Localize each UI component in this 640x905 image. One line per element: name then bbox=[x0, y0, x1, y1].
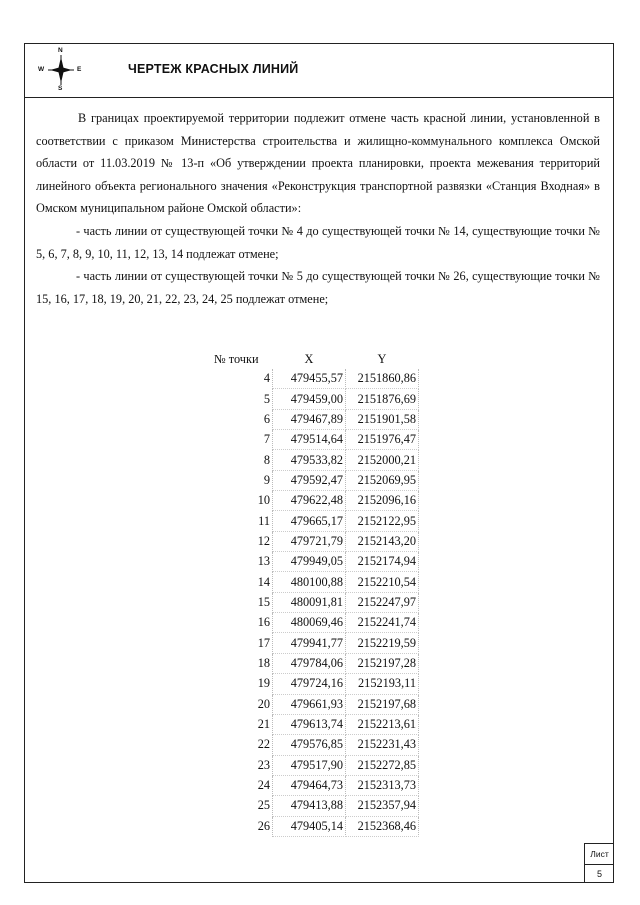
x-cell: 479413,88 bbox=[273, 796, 346, 816]
header-point-number: № точки bbox=[213, 352, 259, 366]
paragraph-item-1: - часть линии от существующей точки № 4 до существующей точки № 14, существующие точки № 5, 6, 7, 8, 9, 10, 11, 12, 13, 14 подлежат отмене; bbox=[36, 223, 600, 261]
point-number-cell: 7 bbox=[200, 430, 273, 450]
x-cell: 480100,88 bbox=[273, 572, 346, 592]
table-row bbox=[200, 633, 419, 653]
point-number-cell: 8 bbox=[200, 450, 273, 470]
point-number-cell: 4 bbox=[200, 369, 273, 389]
x-cell: 479455,57 bbox=[273, 369, 346, 389]
point-number-cell: 24 bbox=[200, 775, 273, 795]
y-cell: 2152219,59 bbox=[346, 633, 419, 653]
table-row bbox=[200, 389, 419, 409]
x-cell: 479949,05 bbox=[273, 552, 346, 572]
x-cell: 479592,47 bbox=[273, 470, 346, 490]
y-cell: 2152143,20 bbox=[346, 531, 419, 551]
table-body bbox=[200, 369, 419, 836]
y-cell: 2152213,61 bbox=[346, 714, 419, 734]
x-cell: 479467,89 bbox=[273, 409, 346, 429]
x-cell: 480069,46 bbox=[273, 613, 346, 633]
point-number-cell: 12 bbox=[200, 531, 273, 551]
table-row bbox=[200, 796, 419, 816]
y-cell: 2152069,95 bbox=[346, 470, 419, 490]
paragraph-item-2: - часть линии от существующей точки № 5 до существующей точки № 26, существующие точки № 15, 16, 17, 18, 19, 20, 21, 22, 23, 24, 25 подлежат отмене; bbox=[36, 269, 600, 306]
point-number-cell: 15 bbox=[200, 592, 273, 612]
point-number-cell: 11 bbox=[200, 511, 273, 531]
x-cell: 479622,48 bbox=[273, 491, 346, 511]
y-cell: 2152174,94 bbox=[346, 552, 419, 572]
y-cell: 2151901,58 bbox=[346, 409, 419, 429]
point-number-cell: 25 bbox=[200, 796, 273, 816]
point-number-cell: 5 bbox=[200, 389, 273, 409]
y-cell: 2152247,97 bbox=[346, 592, 419, 612]
point-number-cell: 23 bbox=[200, 755, 273, 775]
point-number-cell: 14 bbox=[200, 572, 273, 592]
table-row bbox=[200, 653, 419, 673]
y-cell: 2152368,46 bbox=[346, 816, 419, 836]
table-row bbox=[200, 572, 419, 592]
point-number-cell: 13 bbox=[200, 552, 273, 572]
y-cell: 2152000,21 bbox=[346, 450, 419, 470]
table-row bbox=[200, 450, 419, 470]
header-x: X bbox=[304, 352, 314, 366]
y-cell: 2152231,43 bbox=[346, 735, 419, 755]
table-header-row bbox=[200, 350, 419, 369]
point-number-cell: 17 bbox=[200, 633, 273, 653]
y-cell: 2152313,73 bbox=[346, 775, 419, 795]
compass-north-label: N bbox=[58, 47, 63, 54]
points-table bbox=[200, 350, 419, 837]
y-cell: 2152122,95 bbox=[346, 511, 419, 531]
table-row bbox=[200, 531, 419, 551]
x-cell: 479459,00 bbox=[273, 389, 346, 409]
point-number-cell: 19 bbox=[200, 674, 273, 694]
table-row bbox=[200, 430, 419, 450]
x-cell: 479665,17 bbox=[273, 511, 346, 531]
table-row bbox=[200, 470, 419, 490]
table-row bbox=[200, 409, 419, 429]
y-cell: 2152272,85 bbox=[346, 755, 419, 775]
table-row bbox=[200, 694, 419, 714]
table-row bbox=[200, 775, 419, 795]
y-cell: 2152210,54 bbox=[346, 572, 419, 592]
x-cell: 479941,77 bbox=[273, 633, 346, 653]
point-number-cell: 18 bbox=[200, 653, 273, 673]
y-cell: 2151976,47 bbox=[346, 430, 419, 450]
x-cell: 479784,06 bbox=[273, 653, 346, 673]
x-cell: 479514,64 bbox=[273, 430, 346, 450]
x-cell: 479533,82 bbox=[273, 450, 346, 470]
table-row bbox=[200, 613, 419, 633]
point-number-cell: 9 bbox=[200, 470, 273, 490]
y-cell: 2152193,11 bbox=[346, 674, 419, 694]
point-number-cell: 26 bbox=[200, 816, 273, 836]
y-cell: 2152357,94 bbox=[346, 796, 419, 816]
table-row bbox=[200, 511, 419, 531]
table-row bbox=[200, 491, 419, 511]
x-cell: 479721,79 bbox=[273, 531, 346, 551]
x-cell: 479661,93 bbox=[273, 694, 346, 714]
point-number-cell: 6 bbox=[200, 409, 273, 429]
point-number-cell: 21 bbox=[200, 714, 273, 734]
sheet-label: Лист bbox=[585, 844, 614, 865]
table-row bbox=[200, 674, 419, 694]
y-cell: 2152241,74 bbox=[346, 613, 419, 633]
x-cell: 480091,81 bbox=[273, 592, 346, 612]
table-row bbox=[200, 816, 419, 836]
x-cell: 479405,14 bbox=[273, 816, 346, 836]
sheet-number: 5 bbox=[596, 869, 602, 879]
point-number-cell: 10 bbox=[200, 491, 273, 511]
page-title: ЧЕРТЕЖ КРАСНЫХ ЛИНИЙ bbox=[128, 62, 299, 76]
y-cell: 2152197,68 bbox=[346, 694, 419, 714]
header-block bbox=[24, 43, 614, 98]
point-number-cell: 16 bbox=[200, 613, 273, 633]
point-number-cell: 20 bbox=[200, 694, 273, 714]
x-cell: 479517,90 bbox=[273, 755, 346, 775]
table-row bbox=[200, 735, 419, 755]
compass-east-label: E bbox=[77, 66, 82, 73]
x-cell: 479464,73 bbox=[273, 775, 346, 795]
y-cell: 2151860,86 bbox=[346, 369, 419, 389]
table-row bbox=[200, 755, 419, 775]
paragraph-intro: В границах проектируемой территории подлежит отмене часть красной линии, установленной в соответствии с приказом Министерства строительства и жилищно-коммунального комплекса Омской области от 11.03.2019 № 13-п «Об утверждении проекта планировки, проекта межевания территорий линейного объекта регионального значения «Реконструкция транспортной развязки «Станция Входная» в Омском муниципальном районе Омской области»: bbox=[36, 111, 600, 216]
header-y: Y bbox=[377, 352, 387, 366]
y-cell: 2152096,16 bbox=[346, 491, 419, 511]
table-row bbox=[200, 592, 419, 612]
table-row bbox=[200, 552, 419, 572]
y-cell: 2151876,69 bbox=[346, 389, 419, 409]
sheet-box bbox=[584, 843, 614, 883]
point-number-cell: 22 bbox=[200, 735, 273, 755]
body-text bbox=[36, 107, 600, 310]
compass-west-label: W bbox=[38, 66, 45, 73]
x-cell: 479576,85 bbox=[273, 735, 346, 755]
compass-icon bbox=[36, 47, 86, 93]
compass-south-label: S bbox=[58, 85, 63, 92]
table-row bbox=[200, 369, 419, 389]
x-cell: 479724,16 bbox=[273, 674, 346, 694]
x-cell: 479613,74 bbox=[273, 714, 346, 734]
table-row bbox=[200, 714, 419, 734]
y-cell: 2152197,28 bbox=[346, 653, 419, 673]
